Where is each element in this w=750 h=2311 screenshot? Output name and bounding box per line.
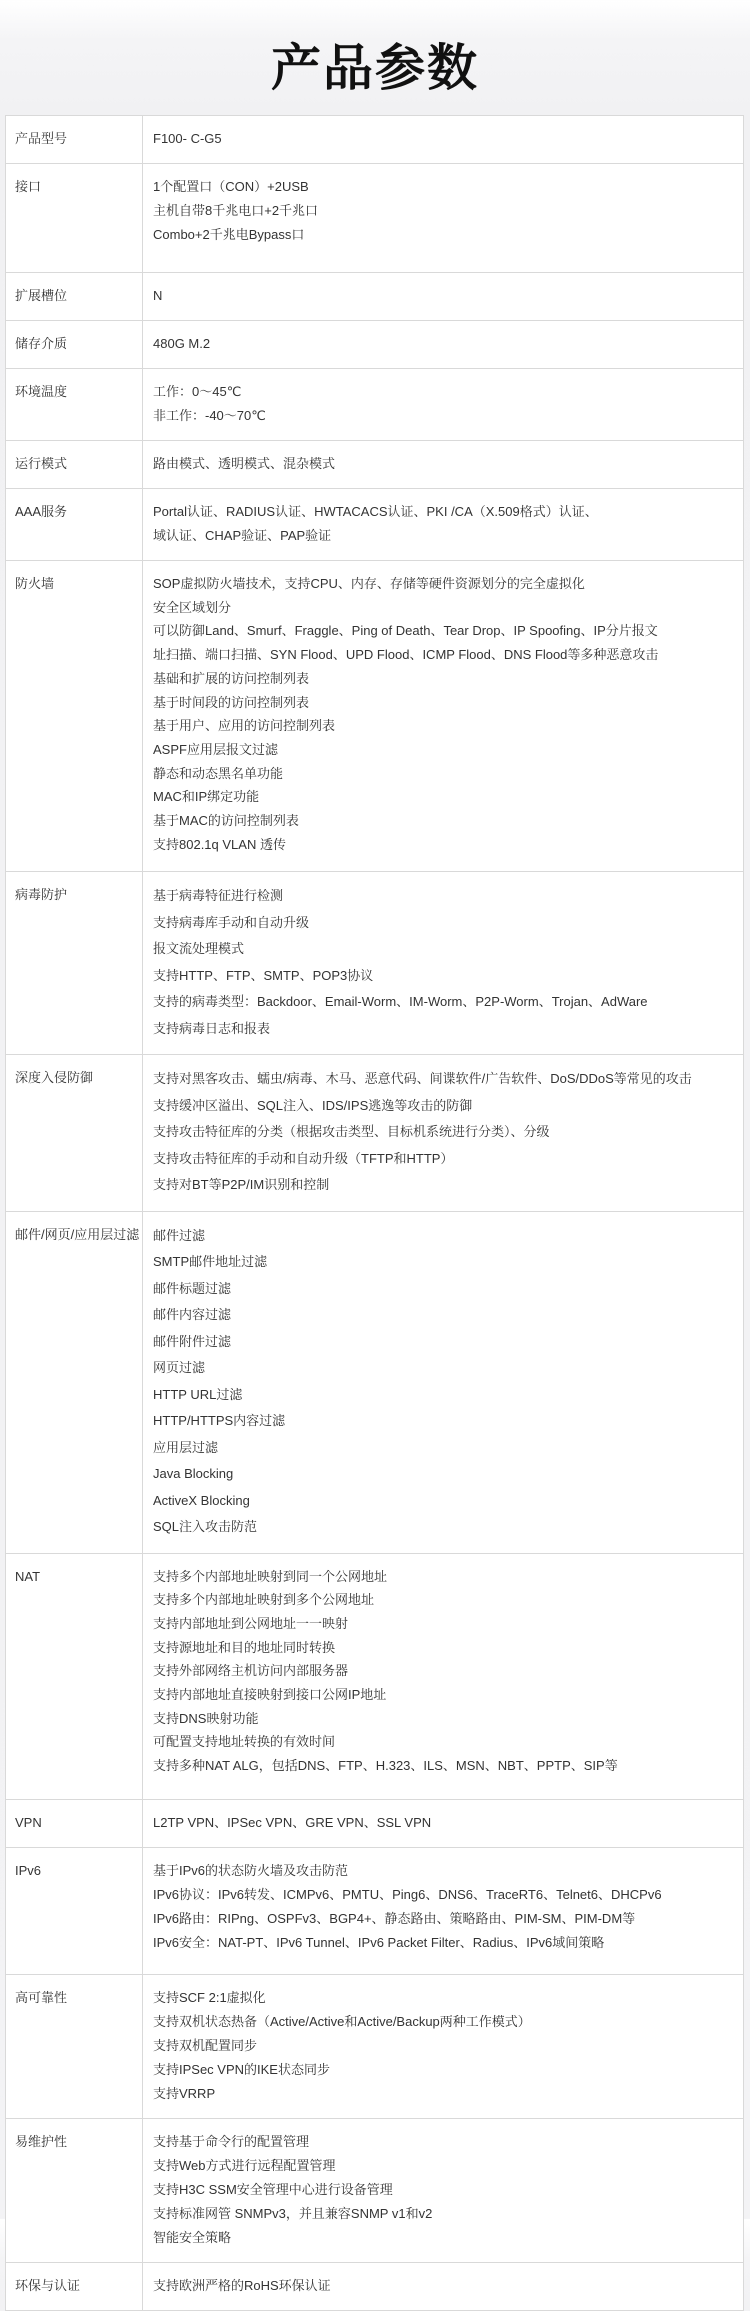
spec-value-line: 支持外部网络主机访问内部服务器 (153, 1663, 349, 1679)
spec-values (143, 1554, 743, 1799)
spec-value-line: 支持SCF 2:1虚拟化 (153, 1989, 266, 2005)
spec-table (5, 115, 744, 2311)
spec-value-line: 域认证、CHAP验证、PAP验证 (153, 528, 332, 543)
spec-values (143, 561, 743, 871)
spec-values (143, 369, 743, 440)
spec-value-line: 基于用户、应用的访问控制列表 (153, 718, 336, 734)
spec-value-line: 支持多个内部地址映射到同一个公网地址 (153, 1568, 388, 1584)
spec-values (143, 164, 743, 272)
spec-row (6, 321, 743, 369)
spec-label: NAT (6, 1554, 143, 1799)
spec-values (143, 1848, 743, 1974)
spec-label: IPv6 (6, 1848, 143, 1974)
spec-value-line: 支持内部地址到公网地址一一映射 (153, 1615, 349, 1631)
spec-value-line: 邮件内容过滤 (153, 1307, 232, 1322)
spec-label: 病毒防护 (6, 872, 143, 1054)
spec-value-line: HTTP/HTTPS内容过滤 (153, 1413, 286, 1428)
spec-value-line: 基于时间段的访问控制列表 (153, 694, 310, 710)
spec-label: 邮件/网页/应用层过滤 (6, 1212, 143, 1553)
spec-value-line: 非工作：-40～70℃ (153, 408, 266, 423)
spec-value-line: 邮件过滤 (153, 1227, 206, 1243)
spec-label: AAA服务 (6, 489, 143, 560)
spec-value-line: 路由模式、透明模式、混杂模式 (153, 456, 336, 471)
spec-value-line: 支持的病毒类型：Backdoor、Email-Worm、IM-Worm、P2P-Worm、Trojan、AdWare (153, 994, 648, 1009)
spec-value-line: 网页过滤 (153, 1360, 206, 1375)
spec-value-line: 支持基于命令行的配置管理 (153, 2133, 310, 2149)
spec-row (6, 369, 743, 441)
spec-value-line: 支持VRRP (153, 2085, 216, 2101)
spec-values (143, 273, 743, 320)
spec-value-line: SQL注入攻击防范 (153, 1519, 258, 1534)
spec-value-line: 支持缓冲区溢出、SQL注入、IDS/IPS逃逸等攻击的防御 (153, 1097, 473, 1113)
spec-value-line: SOP虚拟防火墙技术，支持CPU、内存、存储等硬件资源划分的完全虚拟化 (153, 576, 585, 591)
spec-value-line: 支持多个内部地址映射到多个公网地址 (153, 1592, 375, 1608)
spec-value-line: IPv6协议：IPv6转发、ICMPv6、PMTU、Ping6、DNS6、TraceRT6、Telnet6、DHCPv6 (153, 1886, 662, 1902)
spec-row (6, 561, 743, 872)
spec-value-line: 应用层过滤 (153, 1439, 219, 1455)
spec-value-line: 静态和动态黑名单功能 (153, 765, 284, 781)
spec-row (6, 1848, 743, 1975)
spec-value-line: 支持标准网管 SNMPv3，并且兼容SNMP v1和v2 (153, 2205, 433, 2221)
spec-label: 扩展槽位 (6, 273, 143, 320)
spec-value-line: HTTP URL过滤 (153, 1386, 243, 1402)
spec-values (143, 1975, 743, 2118)
spec-value-line: L2TP VPN、IPSec VPN、GRE VPN、SSL VPN (153, 1814, 432, 1830)
spec-label: 环保与认证 (6, 2263, 143, 2310)
spec-value-line: 邮件标题过滤 (153, 1280, 232, 1296)
spec-row (6, 489, 743, 561)
spec-values (143, 1800, 743, 1847)
spec-value-line: 支持DNS映射功能 (153, 1710, 259, 1726)
spec-values (143, 441, 743, 488)
spec-values (143, 2119, 743, 2262)
spec-value-line: Portal认证、RADIUS认证、HWTACACS认证、PKI /CA（X.509格式）认证、 (153, 504, 598, 519)
spec-label: 易维护性 (6, 2119, 143, 2262)
spec-value-line: 可配置支持地址转换的有效时间 (153, 1734, 336, 1750)
spec-value-line: 支持H3C SSM安全管理中心进行设备管理 (153, 2181, 393, 2197)
spec-value-line: 支持IPSec VPN的IKE状态同步 (153, 2061, 330, 2077)
spec-label: 运行模式 (6, 441, 143, 488)
spec-value-line: 支持病毒日志和报表 (153, 1020, 271, 1036)
spec-value-line: Combo+2千兆电Bypass口 (153, 227, 305, 242)
spec-values (143, 116, 743, 163)
spec-value-line: 工作：0～45℃ (153, 384, 242, 399)
spec-row (6, 273, 743, 321)
spec-value-line: F100- C-G5 (153, 131, 222, 146)
spec-values (143, 489, 743, 560)
spec-label: 环境温度 (6, 369, 143, 440)
spec-value-line: 支持攻击特征库的分类（根据攻击类型、目标机系统进行分类）、分级 (153, 1124, 550, 1139)
spec-value-line: 报文流处理模式 (153, 941, 245, 956)
spec-value-line: IPv6安全：NAT-PT、IPv6 Tunnel、IPv6 Packet Filter、Radius、IPv6域间策略 (153, 1934, 605, 1950)
spec-values (143, 321, 743, 368)
spec-value-line: 支持双机配置同步 (153, 2037, 258, 2053)
spec-value-line: ASPF应用层报文过滤 (153, 741, 278, 757)
spec-value-line: 支持对BT等P2P/IM识别和控制 (153, 1177, 330, 1192)
spec-value-line: 邮件附件过滤 (153, 1333, 232, 1349)
spec-value-line: 基于IPv6的状态防火墙及攻击防范 (153, 1862, 349, 1878)
spec-row (6, 116, 743, 164)
spec-value-line: 基于MAC的访问控制列表 (153, 813, 299, 829)
spec-value-line: SMTP邮件地址过滤 (153, 1254, 268, 1269)
spec-value-line: 基于病毒特征进行检测 (153, 888, 284, 903)
spec-row (6, 1975, 743, 2119)
spec-row (6, 1055, 743, 1212)
spec-value-line: 支持Web方式进行远程配置管理 (153, 2157, 336, 2173)
spec-value-line: N (153, 288, 163, 303)
spec-value-line: 支持攻击特征库的手动和自动升级（TFTP和HTTP） (153, 1150, 454, 1166)
spec-value-line: MAC和IP绑定功能 (153, 789, 260, 805)
spec-value-line: 1个配置口（CON）+2USB (153, 179, 309, 194)
spec-value-line: 480G M.2 (153, 336, 211, 351)
spec-label: VPN (6, 1800, 143, 1847)
spec-label: 产品型号 (6, 116, 143, 163)
spec-value-line: 智能安全策略 (153, 2229, 232, 2245)
spec-label: 接口 (6, 164, 143, 272)
spec-row (6, 1554, 743, 1800)
spec-row (6, 1800, 743, 1848)
spec-row (6, 1212, 743, 1554)
spec-value-line: 支持病毒库手动和自动升级 (153, 914, 310, 930)
spec-value-line: 支持内部地址直接映射到接口公网IP地址 (153, 1687, 387, 1703)
spec-value-line: 支持对黑客攻击、蠕虫/病毒、木马、恶意代码、间谍软件/广告软件、DoS/DDoS等常见的攻击 (153, 1071, 692, 1086)
spec-row (6, 164, 743, 273)
spec-label: 深度入侵防御 (6, 1055, 143, 1211)
spec-row (6, 441, 743, 489)
spec-value-line: 支持多种NAT ALG，包括DNS、FTP、H.323、ILS、MSN、NBT、PPTP、SIP等 (153, 1758, 618, 1774)
spec-value-line: IPv6路由：RIPng、OSPFv3、BGP4+、静态路由、策略路由、PIM-SM、PIM-DM等 (153, 1910, 636, 1926)
spec-value-line: 支持HTTP、FTP、SMTP、POP3协议 (153, 967, 374, 983)
spec-values (143, 872, 743, 1054)
page-title: 产品参数 (271, 39, 479, 97)
spec-values (143, 1055, 743, 1211)
spec-values (143, 2263, 743, 2310)
spec-value-line: 址扫描、端口扫描、SYN Flood、UPD Flood、ICMP Flood、DNS Flood等多种恶意攻击 (153, 647, 659, 663)
spec-value-line: 可以防御Land、Smurf、Fraggle、Ping of Death、Tear Drop、IP Spoofing、IP分片报文 (153, 623, 658, 639)
spec-label: 防火墙 (6, 561, 143, 871)
spec-value-line: 支持欧洲严格的RoHS环保认证 (153, 2277, 331, 2293)
spec-label: 储存介质 (6, 321, 143, 368)
spec-value-line: 基础和扩展的访问控制列表 (153, 670, 310, 686)
spec-label: 高可靠性 (6, 1975, 143, 2118)
spec-values (143, 1212, 743, 1553)
spec-value-line: 主机自带8千兆电口+2千兆口 (153, 203, 319, 218)
spec-row (6, 2119, 743, 2263)
spec-value-line: 支持802.1q VLAN 透传 (153, 836, 286, 852)
spec-value-line: Java Blocking (153, 1466, 234, 1481)
spec-row (6, 2263, 743, 2310)
spec-value-line: 支持源地址和目的地址同时转换 (153, 1639, 336, 1655)
spec-row (6, 872, 743, 1055)
spec-value-line: ActiveX Blocking (153, 1492, 250, 1508)
spec-value-line: 支持双机状态热备（Active/Active和Active/Backup两种工作模式） (153, 2013, 531, 2029)
spec-value-line: 安全区域划分 (153, 599, 232, 615)
